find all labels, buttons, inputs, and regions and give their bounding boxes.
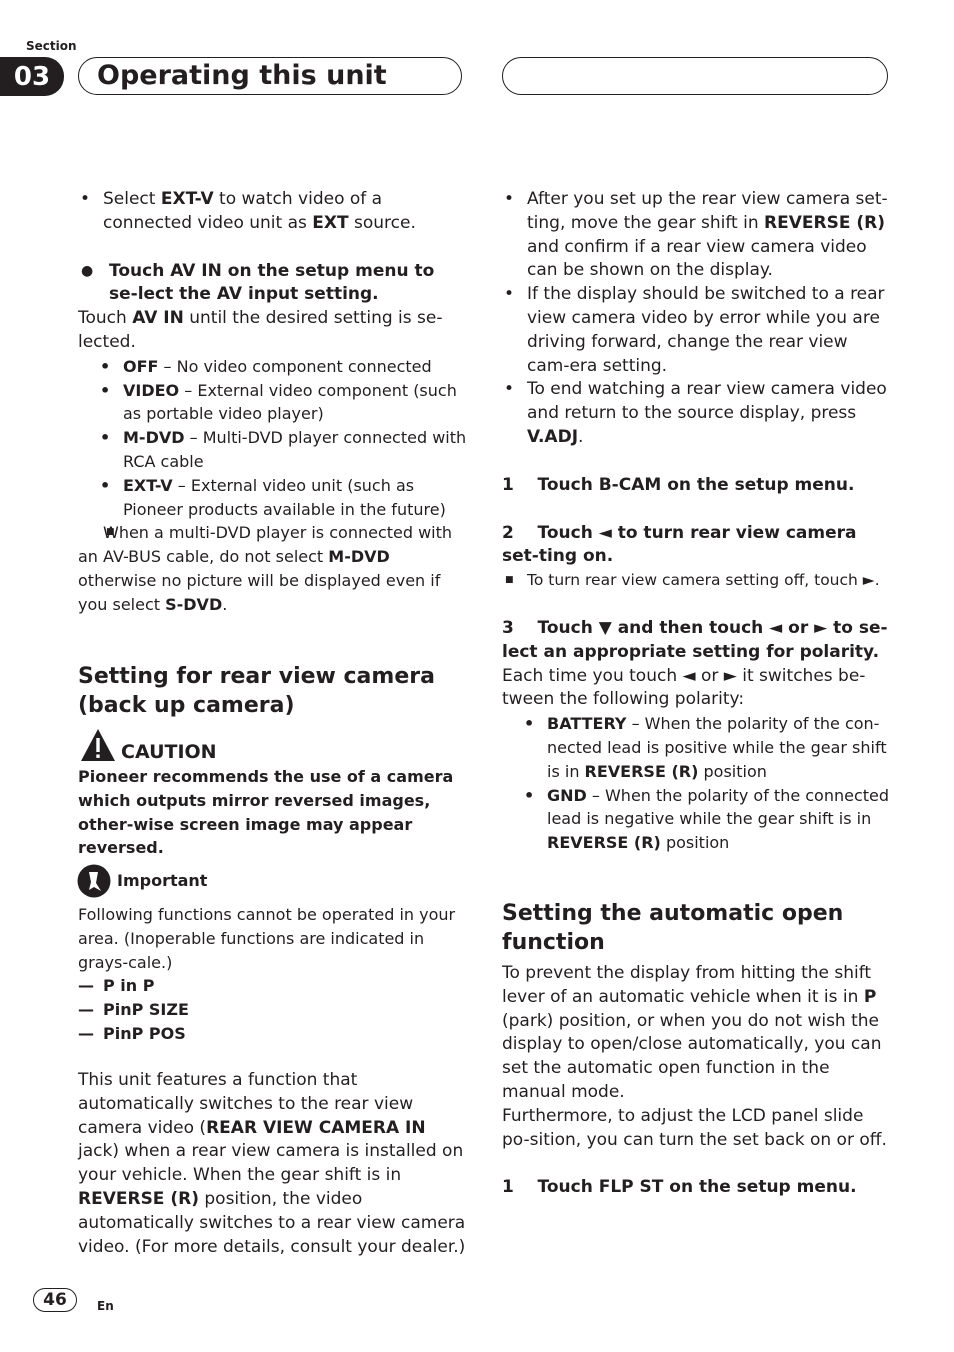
caution-label: CAUTION	[121, 741, 217, 763]
paragraph: To prevent the display from hitting the shift lever of an automatic vehicle when it is in P (park) position, or when you do not wish the display to open/close automatically, you can set the automatic open function in the manual mode.	[502, 963, 882, 1102]
list-item: • GND – When the polarity of the connected lead is negative while the gear shift is in REVERSE (R) position	[502, 784, 890, 855]
caution-icon	[80, 728, 116, 762]
language-label: En	[97, 1299, 114, 1313]
auto-open-block	[502, 962, 892, 1200]
section-number: 03	[0, 57, 64, 96]
step-3: 3 Touch ▼ and then touch ◄ or ► to se-lect an appropriate setting for polarity.	[502, 617, 888, 662]
list-item: • After you set up the rear view camera set-ting, move the gear shift in REVERSE (R) and confirm if a rear view camera video can be shown on the display.	[502, 188, 890, 283]
section-label: Section	[26, 39, 77, 53]
list-item: • BATTERY – When the polarity of the con-nected lead is positive while the gear shift is in REVERSE (R) position	[502, 712, 890, 783]
list-item: • M-DVD – Multi-DVD player connected with RCA cable	[78, 426, 468, 474]
important-text: Following functions cannot be operated in your area. (Inoperable functions are indicated in grays-cale.)	[78, 905, 456, 972]
important-block	[78, 903, 468, 1046]
paragraph: Furthermore, to adjust the LCD panel slide po-sition, you can turn the set back on or off.	[502, 1105, 887, 1150]
rear-camera-paragraph: This unit features a function that automatically switches to the rear view camera video (REAR VIEW CAMERA IN jack) when a rear view camera is installed on your vehicle. When the gear shift is in REVERSE (R) position, the video automatically switches to a rear view camera video. (For more details, consult your dealer.)	[78, 1070, 466, 1257]
list-item: • VIDEO – External video component (such as portable video player)	[78, 379, 468, 427]
list-item: • Select EXT-V to watch video of a connected video unit as EXT source.	[78, 188, 468, 236]
list-item: — PinP POS	[78, 1022, 468, 1046]
page-number: 46	[33, 1288, 77, 1312]
important-label: Important	[117, 871, 208, 890]
list-item: • OFF – No video component connected	[78, 355, 468, 379]
right-header-frame	[502, 57, 888, 95]
important-icon	[77, 864, 111, 898]
step-2: 2 Touch ◄ to turn rear view camera set-ting on.	[502, 522, 863, 567]
list-item: — PinP SIZE	[78, 998, 468, 1022]
list-item: — P in P	[78, 974, 468, 998]
caution-text: Pioneer recommends the use of a camera which outputs mirror reversed images, other-wise screen image may appear reversed.	[78, 767, 454, 858]
list-item: • If the display should be switched to a rear view camera video by error while you are driving forward, change the rear view cam-era setting.	[502, 283, 890, 378]
page-title: Operating this unit	[97, 60, 387, 91]
left-column	[78, 188, 468, 617]
heading-auto-open: Setting the automatic open function	[502, 901, 844, 955]
note: ■ To turn rear view camera setting off, touch ►.	[502, 569, 890, 593]
heading-rear-camera: Setting for rear view camera (back up camera)	[78, 664, 435, 718]
right-column	[502, 188, 890, 855]
list-item: • To end watching a rear view camera video and return to the source display, press V.ADJ.	[502, 378, 890, 449]
step-av-in: ● Touch AV IN on the setup menu to se-lect the AV input setting.	[78, 260, 468, 308]
note: ■ When a multi-DVD player is connected with an AV-BUS cable, do not select M-DVD otherwise no picture will be displayed even if you select S-DVD.	[78, 521, 468, 616]
step-3-desc: Each time you touch ◄ or ► it switches be-tween the following polarity:	[502, 665, 866, 710]
step-1: 1 Touch B-CAM on the setup menu.	[502, 474, 855, 495]
step-flp: 1 Touch FLP ST on the setup menu.	[502, 1177, 857, 1198]
list-item: • EXT-V – External video unit (such as Pioneer products available in the future)	[78, 474, 468, 522]
av-desc: Touch AV IN until the desired setting is se-lected.	[78, 308, 443, 352]
